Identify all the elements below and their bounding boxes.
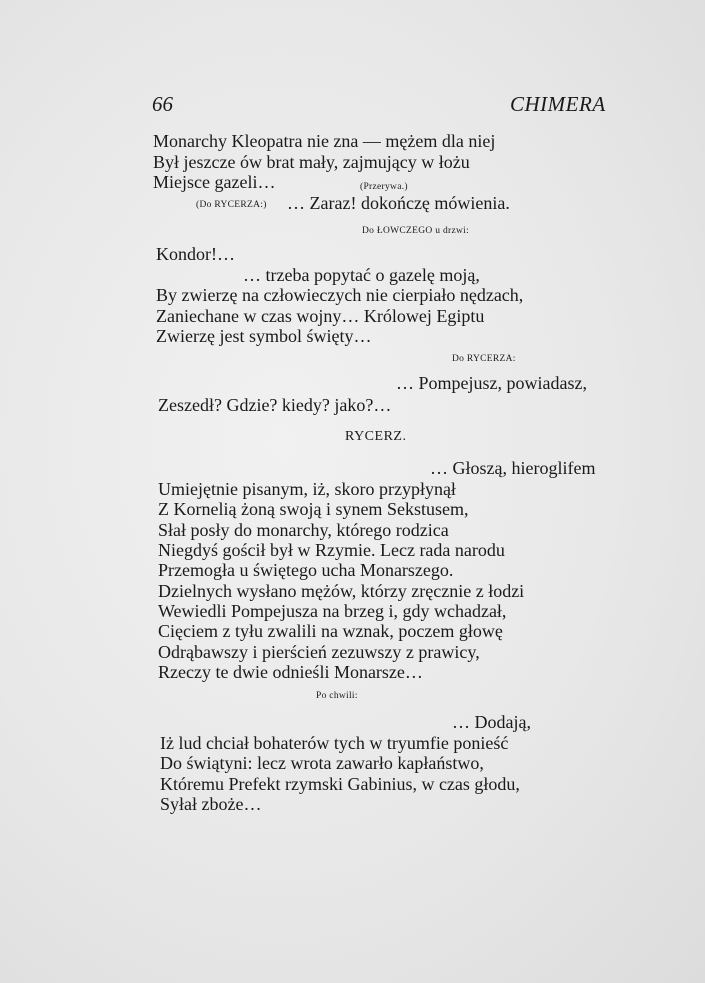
verse-line: Przemogła u świętego ucha Monarszego.	[158, 560, 454, 580]
speaker-name: RYCERZ.	[345, 429, 407, 444]
verse-line: Odrąbawszy i pierścień zezuwszy z prawicy,	[158, 642, 480, 662]
page-number: 66	[152, 92, 173, 116]
verse-line: Rzeczy te dwie odnieśli Monarsze…	[158, 662, 423, 682]
verse-line: Zwierzę jest symbol święty…	[156, 326, 372, 346]
verse-line: … Zaraz! dokończę mówienia.	[287, 193, 510, 213]
verse-line: Miejsce gazeli…	[153, 172, 276, 192]
verse-line: Cięciem z tyłu zwalili na wznak, poczem głowę	[158, 621, 503, 641]
verse-line: Kondor!…	[156, 244, 235, 264]
verse-line: Z Kornelią żoną swoją i synem Sekstusem,	[158, 499, 469, 519]
verse-line: … Dodają,	[452, 712, 531, 732]
verse-line: By zwierzę na człowieczych nie cierpiało nędzach,	[156, 285, 524, 305]
stage-direction: (Do RYCERZA:)	[196, 200, 267, 210]
verse-line: Dzielnych wysłano mężów, którzy zręcznie z łodzi	[158, 581, 525, 601]
stage-direction: (Przerywa.)	[360, 182, 408, 192]
verse-line: … trzeba popytać o gazelę moją,	[243, 265, 480, 285]
stage-direction: Po chwili:	[316, 691, 358, 701]
verse-line: Monarchy Kleopatra nie zna — mężem dla niej	[153, 131, 496, 151]
verse-line: Wewiedli Pompejusza na brzeg i, gdy wchadzał,	[158, 601, 507, 621]
verse-line: Umiejętnie pisanym, iż, skoro przypłynął	[158, 479, 456, 499]
verse-line: Był jeszcze ów brat mały, zajmujący w łożu	[153, 152, 470, 172]
stage-direction: Do ŁOWCZEGO u drzwi:	[362, 226, 470, 236]
verse-line: Zeszedł? Gdzie? kiedy? jako?…	[158, 395, 392, 415]
verse-line: … Głoszą, hieroglifem	[430, 458, 596, 478]
verse-line: Iż lud chciał bohaterów tych w tryumfie ponieść	[160, 733, 509, 753]
verse-line: Niegdyś gościł był w Rzymie. Lecz rada narodu	[158, 540, 505, 560]
stage-direction: Do RYCERZA:	[452, 354, 516, 364]
verse-line: Syłał zboże…	[160, 794, 262, 814]
verse-line: Do świątyni: lecz wrota zawarło kapłaństwo,	[160, 753, 484, 773]
running-title: CHIMERA	[510, 92, 606, 116]
verse-line: … Pompejusz, powiadasz,	[396, 373, 587, 393]
page-header	[0, 88, 705, 118]
verse-line: Zaniechane w czas wojny… Królowej Egiptu	[156, 306, 485, 326]
verse-line: Któremu Prefekt rzymski Gabinius, w czas głodu,	[160, 774, 520, 794]
verse-line: Słał posły do monarchy, którego rodzica	[158, 520, 449, 540]
